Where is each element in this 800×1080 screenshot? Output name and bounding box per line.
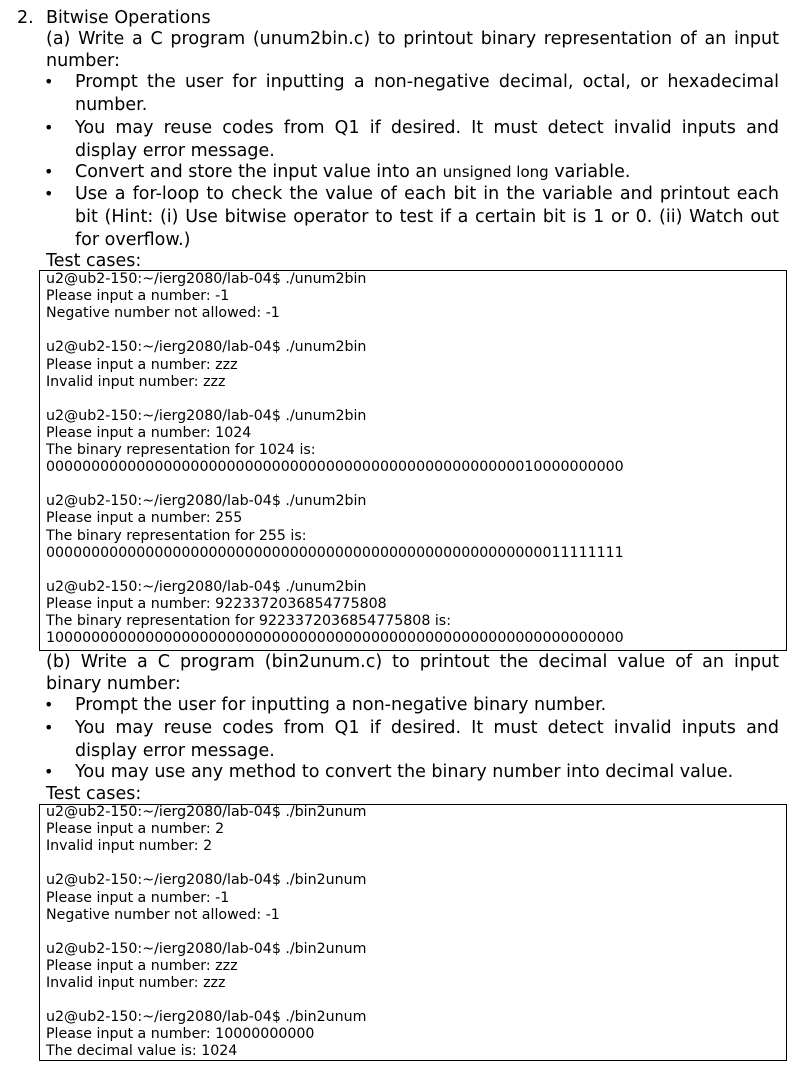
terminal-line: Negative number not allowed: -1: [46, 906, 280, 923]
bullet-icon: •: [44, 72, 54, 91]
part-b-bullet-2-line-2: display error message.: [75, 741, 275, 761]
bullet-icon: •: [44, 718, 54, 737]
terminal-line: Please input a number: zzz: [46, 356, 238, 373]
part-a-bullet-4-line-2: bit (Hint: (i) Use bitwise operator to test if a certain bit is 1 or 0. (ii) Watch out: [75, 207, 779, 227]
terminal-line: u2@ub2-150:~/ierg2080/lab-04$ ./unum2bin: [46, 271, 367, 287]
bullet-icon: •: [44, 118, 54, 137]
terminal-line: The binary representation for 255 is:: [46, 527, 307, 544]
bullet-icon: •: [44, 184, 54, 203]
terminal-line: Please input a number: 2: [46, 821, 225, 838]
bullet-icon: •: [44, 762, 54, 781]
terminal-line: u2@ub2-150:~/ierg2080/lab-04$ ./unum2bin: [46, 493, 367, 510]
part-a-bullet-1-line-2: number.: [75, 95, 148, 115]
part-a-bullet-4-line-1: Use a for-loop to check the value of each bit in the variable and printout each: [75, 184, 779, 204]
terminal-line: 0000000000000000000000000000000000000000000000000000000011111111: [46, 544, 624, 561]
terminal-line: 0000000000000000000000000000000000000000000000000000010000000000: [46, 459, 624, 476]
terminal-line: Invalid input number: zzz: [46, 373, 226, 390]
terminal-line: Invalid input number: zzz: [46, 975, 226, 991]
part-a-bullet-3-code: unsigned long: [442, 163, 549, 181]
terminal-line: Please input a number: 255: [46, 510, 243, 527]
part-b-bullet-3: You may use any method to convert the binary number into decimal value.: [75, 762, 734, 782]
part-b-intro-line-2: binary number:: [46, 674, 181, 694]
part-a-intro-line-2: number:: [46, 51, 120, 71]
terminal-line: Please input a number: -1: [46, 889, 230, 906]
terminal-line: u2@ub2-150:~/ierg2080/lab-04$ ./bin2unum: [46, 1009, 367, 1026]
part-b-test-cases-label: Test cases:: [46, 784, 142, 804]
terminal-line: u2@ub2-150:~/ierg2080/lab-04$ ./unum2bin: [46, 578, 367, 595]
part-a-bullet-2-line-1: You may reuse codes from Q1 if desired. It must detect invalid inputs and: [75, 118, 779, 138]
part-a-test-cases-label: Test cases:: [46, 251, 142, 271]
terminal-line: The decimal value is: 1024: [46, 1043, 238, 1060]
terminal-line: Negative number not allowed: -1: [46, 305, 280, 322]
part-a-bullet-3-after: variable.: [548, 162, 631, 182]
part-a-bullet-4-line-3: for overflow.): [75, 230, 191, 250]
part-a-bullet-3: [75, 161, 630, 183]
terminal-line: u2@ub2-150:~/ierg2080/lab-04$ ./unum2bin: [46, 407, 367, 424]
bullet-icon: •: [44, 695, 54, 714]
terminal-line: u2@ub2-150:~/ierg2080/lab-04$ ./unum2bin: [46, 339, 367, 356]
terminal-line: u2@ub2-150:~/ierg2080/lab-04$ ./bin2unum: [46, 940, 367, 957]
terminal-line: Please input a number: 9223372036854775808: [46, 595, 387, 612]
terminal-line: Please input a number: 10000000000: [46, 1026, 315, 1043]
part-a-intro-line-1: (a) Write a C program (unum2bin.c) to printout binary representation of an input: [46, 29, 779, 49]
terminal-line: Please input a number: -1: [46, 288, 230, 305]
terminal-line: Please input a number: 1024: [46, 424, 252, 441]
terminal-line: u2@ub2-150:~/ierg2080/lab-04$ ./bin2unum: [46, 804, 367, 820]
bullet-icon: •: [44, 162, 54, 181]
part-b-intro-line-1: (b) Write a C program (bin2unum.c) to printout the decimal value of an input: [46, 652, 779, 672]
terminal-line: 1000000000000000000000000000000000000000000000000000000000000000: [46, 630, 624, 647]
part-b-bullet-1: Prompt the user for inputting a non-negative binary number.: [75, 695, 607, 715]
question-title: Bitwise Operations: [46, 8, 211, 28]
part-a-bullet-1-line-1: Prompt the user for inputting a non-negative decimal, octal, or hexadecimal: [75, 72, 779, 92]
part-a-bullet-3-before: Convert and store the input value into an: [75, 162, 443, 182]
terminal-line: Please input a number: zzz: [46, 957, 238, 974]
terminal-line: The binary representation for 1024 is:: [46, 442, 316, 458]
question-number: 2.: [17, 8, 34, 28]
terminal-line: u2@ub2-150:~/ierg2080/lab-04$ ./bin2unum: [46, 872, 367, 889]
part-a-bullet-2-line-2: display error message.: [75, 141, 275, 161]
terminal-line: Invalid input number: 2: [46, 838, 213, 855]
terminal-line: The binary representation for 9223372036854775808 is:: [46, 613, 451, 629]
part-b-bullet-2-line-1: You may reuse codes from Q1 if desired. It must detect invalid inputs and: [75, 718, 779, 738]
